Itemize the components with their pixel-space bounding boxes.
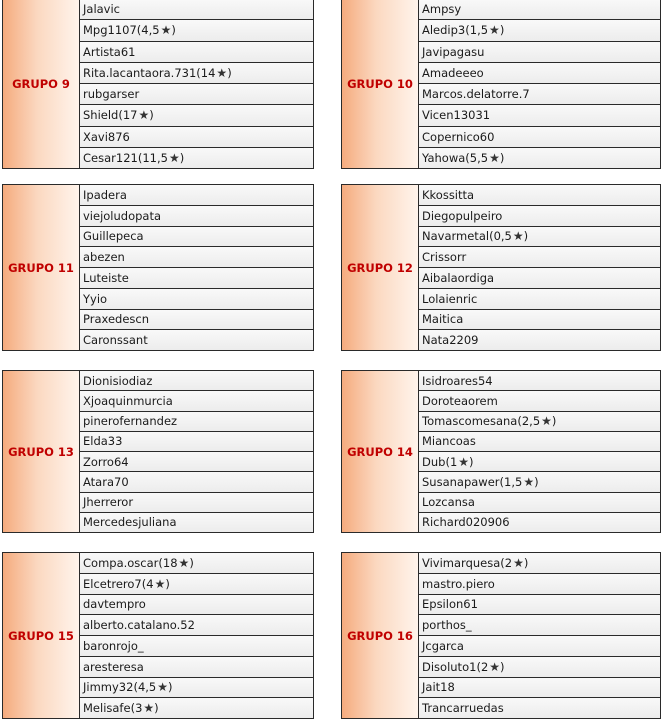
group-label-cell bbox=[3, 553, 80, 718]
member-score: 2,5 bbox=[521, 414, 541, 429]
member-row bbox=[80, 185, 313, 206]
member-row bbox=[419, 185, 660, 206]
group-label: GRUPO 10 bbox=[347, 76, 413, 91]
member-name: Jcgarca bbox=[422, 638, 464, 653]
member-score: 11,5 bbox=[142, 150, 168, 165]
star-icon: ★ bbox=[154, 576, 166, 591]
group-label-cell bbox=[342, 371, 419, 532]
score-close-paren: ) bbox=[499, 23, 505, 38]
member-name: Tomascomesana bbox=[422, 414, 518, 429]
member-score: 18 bbox=[162, 555, 178, 570]
member-name: Yahowa bbox=[422, 150, 466, 165]
member-row bbox=[80, 310, 313, 331]
member-row bbox=[419, 513, 660, 532]
star-icon: ★ bbox=[489, 659, 501, 674]
member-row bbox=[419, 227, 660, 248]
score-open-paren: ( bbox=[476, 659, 481, 674]
score-open-paren: ( bbox=[499, 474, 505, 489]
member-row bbox=[419, 42, 660, 63]
member-name: Elda33 bbox=[83, 434, 123, 449]
score-close-paren: ) bbox=[534, 474, 539, 489]
member-score: 2 bbox=[480, 659, 489, 674]
star-icon: ★ bbox=[489, 23, 500, 38]
score-open-paren: ( bbox=[158, 555, 163, 570]
member-row bbox=[80, 432, 313, 452]
member-name: Epsilon61 bbox=[422, 597, 478, 612]
score-open-paren: ( bbox=[517, 414, 522, 429]
member-name: Trancarruedas bbox=[422, 701, 504, 716]
member-row bbox=[80, 678, 313, 699]
member-name: alberto.catalano.52 bbox=[83, 618, 195, 633]
member-row bbox=[419, 63, 660, 84]
member-name: Praxedescn bbox=[83, 312, 150, 327]
member-name: Compa.oscar bbox=[83, 555, 159, 570]
member-row bbox=[80, 391, 313, 411]
member-name: Melisafe bbox=[83, 701, 131, 716]
member-score: 5,5 bbox=[469, 150, 489, 165]
star-icon: ★ bbox=[541, 414, 552, 429]
group-11 bbox=[2, 184, 314, 351]
member-name: Lozcansa bbox=[422, 495, 475, 510]
member-row bbox=[80, 371, 313, 391]
star-icon: ★ bbox=[143, 701, 155, 716]
member-row bbox=[80, 127, 313, 148]
member-name: Shield bbox=[83, 108, 119, 123]
score-open-paren: ( bbox=[489, 229, 494, 244]
member-score: 17 bbox=[122, 108, 138, 123]
member-name: Mercedesjuliana bbox=[83, 515, 177, 530]
member-name: Ipadera bbox=[83, 187, 127, 202]
member-row bbox=[419, 105, 660, 126]
member-row bbox=[419, 432, 660, 452]
score-close-paren: ) bbox=[154, 701, 159, 716]
member-name: Vivimarquesa bbox=[422, 555, 501, 570]
group-label-cell bbox=[342, 185, 419, 350]
member-row bbox=[419, 391, 660, 411]
member-score: 14 bbox=[200, 65, 216, 80]
member-name: Artista61 bbox=[83, 44, 136, 59]
score-open-paren: ( bbox=[133, 680, 138, 695]
member-row bbox=[80, 0, 313, 20]
score-open-paren: ( bbox=[130, 701, 136, 716]
score-open-paren: ( bbox=[137, 150, 143, 165]
member-name: Xjoaquinmurcia bbox=[83, 393, 173, 408]
member-score: 4,5 bbox=[141, 23, 160, 38]
member-name: Caronssant bbox=[83, 333, 148, 348]
member-name: Elcetrero7 bbox=[83, 576, 142, 591]
group-label: GRUPO 9 bbox=[12, 76, 70, 91]
group-label: GRUPO 15 bbox=[8, 628, 74, 643]
member-name: Aledip3 bbox=[422, 23, 466, 38]
member-name: Yyio bbox=[83, 291, 108, 306]
member-score: 4,5 bbox=[137, 680, 157, 695]
member-row bbox=[419, 657, 660, 678]
member-row bbox=[419, 595, 660, 616]
star-icon: ★ bbox=[513, 555, 524, 570]
member-row bbox=[419, 574, 660, 595]
member-name: mastro.piero bbox=[422, 576, 495, 591]
member-name: Dub bbox=[422, 454, 446, 469]
score-close-paren: ) bbox=[523, 555, 529, 570]
member-name: Lolaienric bbox=[422, 291, 478, 306]
member-row bbox=[419, 698, 660, 718]
member-list bbox=[80, 185, 313, 350]
member-score: 1,5 bbox=[504, 474, 523, 489]
member-name: Rita.lacantaora.731 bbox=[83, 65, 197, 80]
member-row bbox=[80, 148, 313, 168]
member-row bbox=[80, 268, 313, 289]
member-score: 2 bbox=[504, 555, 513, 570]
member-row bbox=[80, 206, 313, 227]
member-name: Javipagasu bbox=[422, 44, 485, 59]
member-row bbox=[419, 371, 660, 391]
star-icon: ★ bbox=[157, 680, 168, 695]
member-row bbox=[80, 493, 313, 513]
score-close-paren: ) bbox=[171, 23, 176, 38]
member-name: Cesar121 bbox=[83, 150, 138, 165]
group-15 bbox=[2, 552, 314, 719]
group-16 bbox=[341, 552, 661, 719]
member-row bbox=[80, 698, 313, 718]
member-list bbox=[419, 0, 660, 168]
score-open-paren: ( bbox=[136, 23, 142, 38]
member-name: Isidroares54 bbox=[422, 373, 493, 388]
score-open-paren: ( bbox=[465, 150, 470, 165]
member-name: Dionisiodiaz bbox=[83, 373, 153, 388]
star-icon: ★ bbox=[489, 150, 500, 165]
score-close-paren: ) bbox=[499, 150, 505, 165]
member-name: Amadeeeo bbox=[422, 65, 484, 80]
group-13 bbox=[2, 370, 314, 533]
member-row bbox=[419, 636, 660, 657]
member-row bbox=[419, 148, 660, 168]
member-name: viejoludopata bbox=[83, 208, 162, 223]
member-name: Maitica bbox=[422, 312, 464, 327]
member-row bbox=[419, 20, 660, 41]
member-name: Marcos.delatorre.7 bbox=[422, 87, 530, 102]
member-list bbox=[80, 0, 313, 168]
member-row bbox=[80, 330, 313, 350]
star-icon: ★ bbox=[168, 150, 180, 165]
member-row bbox=[80, 595, 313, 616]
member-row bbox=[80, 513, 313, 532]
score-open-paren: ( bbox=[500, 555, 505, 570]
member-name: Disoluto1 bbox=[422, 659, 477, 674]
member-score: 1,5 bbox=[469, 23, 489, 38]
member-row bbox=[419, 268, 660, 289]
member-row bbox=[80, 42, 313, 63]
member-row bbox=[80, 452, 313, 472]
member-row bbox=[419, 493, 660, 513]
member-list bbox=[419, 553, 660, 718]
member-row bbox=[80, 247, 313, 268]
member-row bbox=[80, 472, 313, 492]
member-name: Doroteaorem bbox=[422, 393, 498, 408]
member-row bbox=[419, 310, 660, 331]
member-row bbox=[419, 0, 660, 20]
member-name: Ampsy bbox=[422, 2, 462, 17]
group-label-cell bbox=[3, 0, 80, 168]
member-row bbox=[419, 678, 660, 699]
member-row bbox=[80, 289, 313, 310]
member-row bbox=[419, 472, 660, 492]
score-open-paren: ( bbox=[196, 65, 201, 80]
member-name: Atara70 bbox=[83, 474, 129, 489]
group-label-cell bbox=[3, 371, 80, 532]
member-name: Crissorr bbox=[422, 250, 467, 265]
member-name: Guillepeca bbox=[83, 229, 144, 244]
member-name: Jait18 bbox=[422, 680, 455, 695]
member-row bbox=[419, 553, 660, 574]
member-name: Zorro64 bbox=[83, 454, 129, 469]
member-row bbox=[419, 452, 660, 472]
member-name: pinerofernandez bbox=[83, 414, 178, 429]
member-name: Miancoas bbox=[422, 434, 476, 449]
score-close-paren: ) bbox=[149, 108, 154, 123]
member-list bbox=[80, 371, 313, 532]
star-icon: ★ bbox=[216, 65, 228, 80]
group-14 bbox=[341, 370, 661, 533]
score-close-paren: ) bbox=[168, 680, 173, 695]
score-close-paren: ) bbox=[189, 555, 194, 570]
member-name: baronrojo_ bbox=[83, 638, 144, 653]
score-close-paren: ) bbox=[551, 414, 557, 429]
member-row bbox=[80, 227, 313, 248]
score-close-paren: ) bbox=[469, 454, 474, 469]
member-row bbox=[80, 20, 313, 41]
group-label-cell bbox=[342, 553, 419, 718]
member-name: Navarmetal bbox=[422, 229, 490, 244]
star-icon: ★ bbox=[178, 555, 190, 570]
score-open-paren: ( bbox=[465, 23, 470, 38]
star-icon: ★ bbox=[512, 229, 524, 244]
score-close-paren: ) bbox=[523, 229, 529, 244]
member-row bbox=[80, 636, 313, 657]
score-open-paren: ( bbox=[118, 108, 123, 123]
group-label: GRUPO 16 bbox=[347, 628, 413, 643]
member-score: 1 bbox=[449, 454, 458, 469]
member-row bbox=[419, 615, 660, 636]
member-name: Susanapawer bbox=[422, 474, 500, 489]
member-name: porthos_ bbox=[422, 618, 472, 633]
star-icon: ★ bbox=[523, 474, 535, 489]
star-icon: ★ bbox=[458, 454, 470, 469]
score-close-paren: ) bbox=[179, 150, 185, 165]
member-row bbox=[419, 412, 660, 432]
member-name: Luteiste bbox=[83, 270, 129, 285]
member-row bbox=[80, 105, 313, 126]
group-label: GRUPO 11 bbox=[8, 260, 74, 275]
star-icon: ★ bbox=[138, 108, 150, 123]
score-close-paren: ) bbox=[500, 659, 505, 674]
member-name: Richard020906 bbox=[422, 515, 510, 530]
member-name: davtempro bbox=[83, 597, 146, 612]
member-row bbox=[80, 84, 313, 105]
score-close-paren: ) bbox=[227, 65, 232, 80]
member-score: 0,5 bbox=[493, 229, 512, 244]
member-name: aresteresa bbox=[83, 659, 144, 674]
member-name: Jimmy32 bbox=[83, 680, 134, 695]
member-name: Mpg1107 bbox=[83, 23, 137, 38]
star-icon: ★ bbox=[160, 23, 172, 38]
member-row bbox=[419, 206, 660, 227]
member-row bbox=[80, 63, 313, 84]
score-close-paren: ) bbox=[165, 576, 170, 591]
member-name: Aibalaordiga bbox=[422, 270, 495, 285]
member-row bbox=[80, 574, 313, 595]
member-row bbox=[419, 84, 660, 105]
group-12 bbox=[341, 184, 661, 351]
group-label-cell bbox=[3, 185, 80, 350]
member-name: Jalavic bbox=[83, 2, 121, 17]
group-label: GRUPO 14 bbox=[347, 444, 413, 459]
group-10 bbox=[341, 0, 661, 169]
member-name: abezen bbox=[83, 250, 125, 265]
member-list bbox=[419, 185, 660, 350]
member-list bbox=[419, 371, 660, 532]
score-open-paren: ( bbox=[141, 576, 147, 591]
member-row bbox=[80, 657, 313, 678]
group-9 bbox=[2, 0, 314, 169]
member-name: Copernico60 bbox=[422, 129, 495, 144]
member-score: 4 bbox=[146, 576, 154, 591]
member-row bbox=[419, 289, 660, 310]
member-name: Xavi876 bbox=[83, 129, 130, 144]
member-row bbox=[80, 553, 313, 574]
group-label: GRUPO 13 bbox=[8, 444, 74, 459]
member-row bbox=[419, 247, 660, 268]
member-list bbox=[80, 553, 313, 718]
member-name: Kkossitta bbox=[422, 187, 475, 202]
group-label-cell bbox=[342, 0, 419, 168]
score-open-paren: ( bbox=[445, 454, 450, 469]
member-row bbox=[80, 412, 313, 432]
member-name: Diegopulpeiro bbox=[422, 208, 503, 223]
group-label: GRUPO 12 bbox=[347, 260, 413, 275]
member-row bbox=[419, 330, 660, 350]
member-row bbox=[80, 615, 313, 636]
member-name: Nata2209 bbox=[422, 333, 479, 348]
member-score: 3 bbox=[135, 701, 143, 716]
member-name: Vicen13031 bbox=[422, 108, 491, 123]
member-name: rubgarser bbox=[83, 87, 140, 102]
member-row bbox=[419, 127, 660, 148]
member-name: Jherreror bbox=[83, 495, 134, 510]
